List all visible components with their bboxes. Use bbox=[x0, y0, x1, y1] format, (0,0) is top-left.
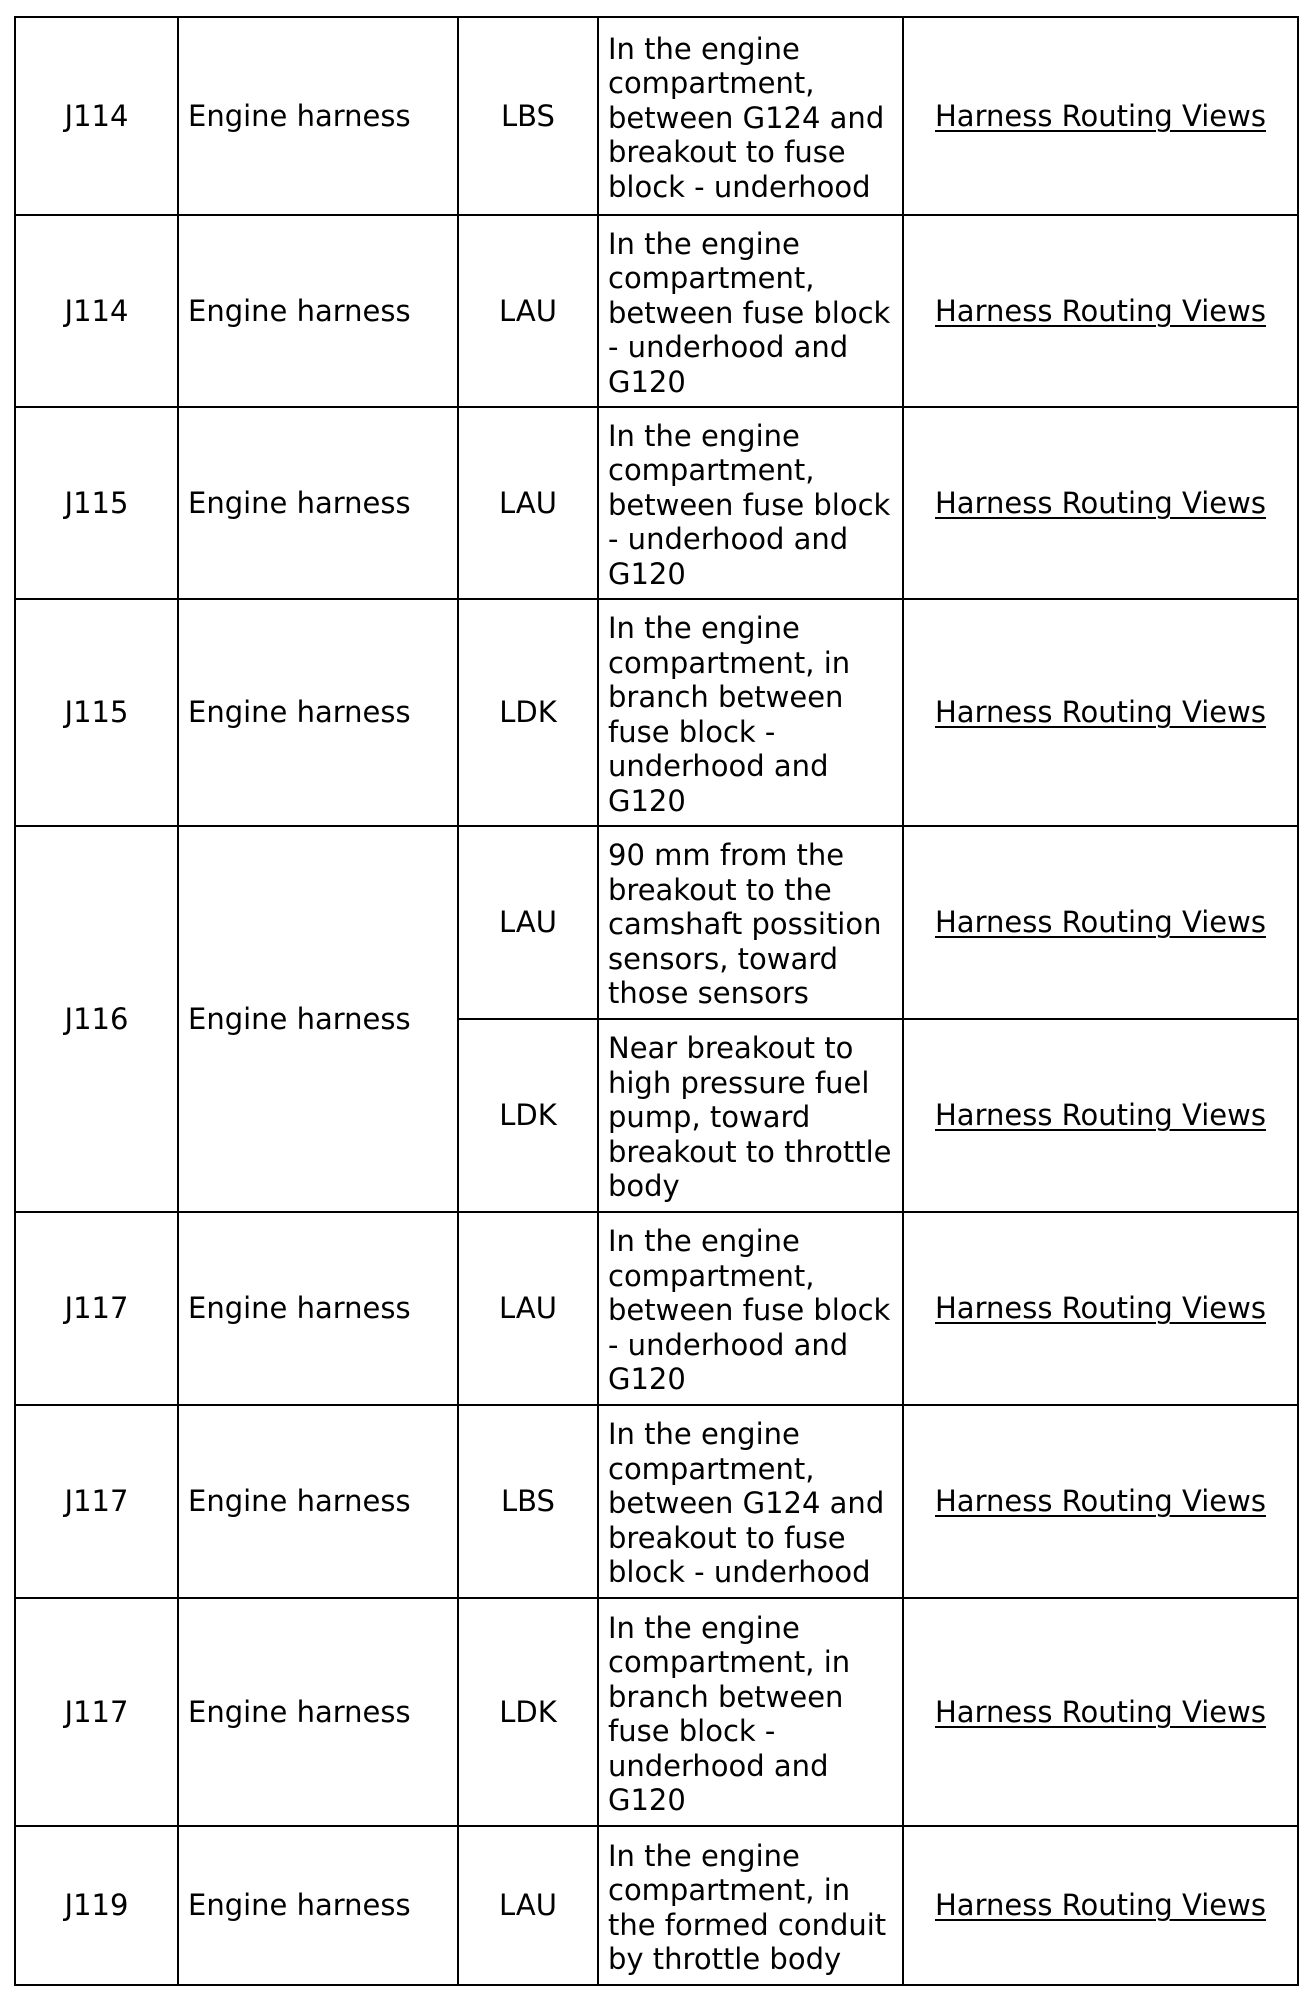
routing-link-cell bbox=[903, 1019, 1298, 1212]
routing-link-cell bbox=[903, 1405, 1298, 1598]
harness-cell: Engine harness bbox=[178, 215, 458, 407]
option-cell: LDK bbox=[458, 1019, 598, 1212]
location-cell: In the engine compartment, between G124 and breakout to fuse block - underhood bbox=[598, 1405, 903, 1598]
option-cell: LAU bbox=[458, 1826, 598, 1985]
location-cell: In the engine compartment, in the formed conduit by throttle body bbox=[598, 1826, 903, 1985]
table-row bbox=[15, 407, 1298, 599]
routing-link-cell bbox=[903, 599, 1298, 826]
harness-cell: Engine harness bbox=[178, 826, 458, 1212]
harness-routing-views-link[interactable]: Harness Routing Views bbox=[935, 1484, 1266, 1519]
connector-id-cell: J117 bbox=[15, 1405, 178, 1598]
location-cell: In the engine compartment, between G124 and breakout to fuse block - underhood bbox=[598, 17, 903, 215]
routing-link-cell bbox=[903, 1826, 1298, 1985]
table-row bbox=[15, 599, 1298, 826]
harness-cell: Engine harness bbox=[178, 1405, 458, 1598]
option-cell: LDK bbox=[458, 1598, 598, 1826]
harness-routing-views-link[interactable]: Harness Routing Views bbox=[935, 1694, 1266, 1729]
harness-routing-views-link[interactable]: Harness Routing Views bbox=[935, 485, 1266, 520]
harness-routing-views-link[interactable]: Harness Routing Views bbox=[935, 905, 1266, 940]
harness-cell: Engine harness bbox=[178, 599, 458, 826]
connector-id-cell: J117 bbox=[15, 1212, 178, 1405]
routing-link-cell bbox=[903, 1598, 1298, 1826]
routing-link-cell bbox=[903, 407, 1298, 599]
harness-cell: Engine harness bbox=[178, 407, 458, 599]
table-row bbox=[15, 1826, 1298, 1985]
connector-location-table bbox=[14, 16, 1299, 1986]
table-row bbox=[15, 1405, 1298, 1598]
connector-id-cell: J114 bbox=[15, 215, 178, 407]
harness-routing-views-link[interactable]: Harness Routing Views bbox=[935, 293, 1266, 328]
table-row bbox=[15, 826, 1298, 1019]
table-row bbox=[15, 1598, 1298, 1826]
location-cell: In the engine compartment, in branch between fuse block - underhood and G120 bbox=[598, 1598, 903, 1826]
harness-cell: Engine harness bbox=[178, 1212, 458, 1405]
location-cell: In the engine compartment, between fuse block - underhood and G120 bbox=[598, 1212, 903, 1405]
location-cell: In the engine compartment, between fuse block - underhood and G120 bbox=[598, 407, 903, 599]
harness-cell: Engine harness bbox=[178, 1598, 458, 1826]
table-row bbox=[15, 1212, 1298, 1405]
option-cell: LAU bbox=[458, 407, 598, 599]
connector-id-cell: J116 bbox=[15, 826, 178, 1212]
table-row bbox=[15, 17, 1298, 215]
routing-link-cell bbox=[903, 215, 1298, 407]
option-cell: LDK bbox=[458, 599, 598, 826]
harness-routing-views-link[interactable]: Harness Routing Views bbox=[935, 1098, 1266, 1133]
routing-link-cell bbox=[903, 826, 1298, 1019]
option-cell: LBS bbox=[458, 1405, 598, 1598]
harness-cell: Engine harness bbox=[178, 1826, 458, 1985]
option-cell: LAU bbox=[458, 215, 598, 407]
harness-routing-views-link[interactable]: Harness Routing Views bbox=[935, 98, 1266, 133]
harness-routing-views-link[interactable]: Harness Routing Views bbox=[935, 695, 1266, 730]
routing-link-cell bbox=[903, 17, 1298, 215]
harness-cell: Engine harness bbox=[178, 17, 458, 215]
option-cell: LAU bbox=[458, 1212, 598, 1405]
routing-link-cell bbox=[903, 1212, 1298, 1405]
connector-id-cell: J119 bbox=[15, 1826, 178, 1985]
connector-location-table-page bbox=[14, 16, 1297, 1986]
location-cell: In the engine compartment, in branch between fuse block - underhood and G120 bbox=[598, 599, 903, 826]
harness-routing-views-link[interactable]: Harness Routing Views bbox=[935, 1291, 1266, 1326]
harness-routing-views-link[interactable]: Harness Routing Views bbox=[935, 1888, 1266, 1923]
connector-id-cell: J117 bbox=[15, 1598, 178, 1826]
location-cell: Near breakout to high pressure fuel pump, toward breakout to throttle body bbox=[598, 1019, 903, 1212]
option-cell: LAU bbox=[458, 826, 598, 1019]
table-row bbox=[15, 215, 1298, 407]
connector-id-cell: J114 bbox=[15, 17, 178, 215]
location-cell: 90 mm from the breakout to the camshaft possition sensors, toward those sensors bbox=[598, 826, 903, 1019]
connector-id-cell: J115 bbox=[15, 599, 178, 826]
location-cell: In the engine compartment, between fuse block - underhood and G120 bbox=[598, 215, 903, 407]
option-cell: LBS bbox=[458, 17, 598, 215]
connector-id-cell: J115 bbox=[15, 407, 178, 599]
